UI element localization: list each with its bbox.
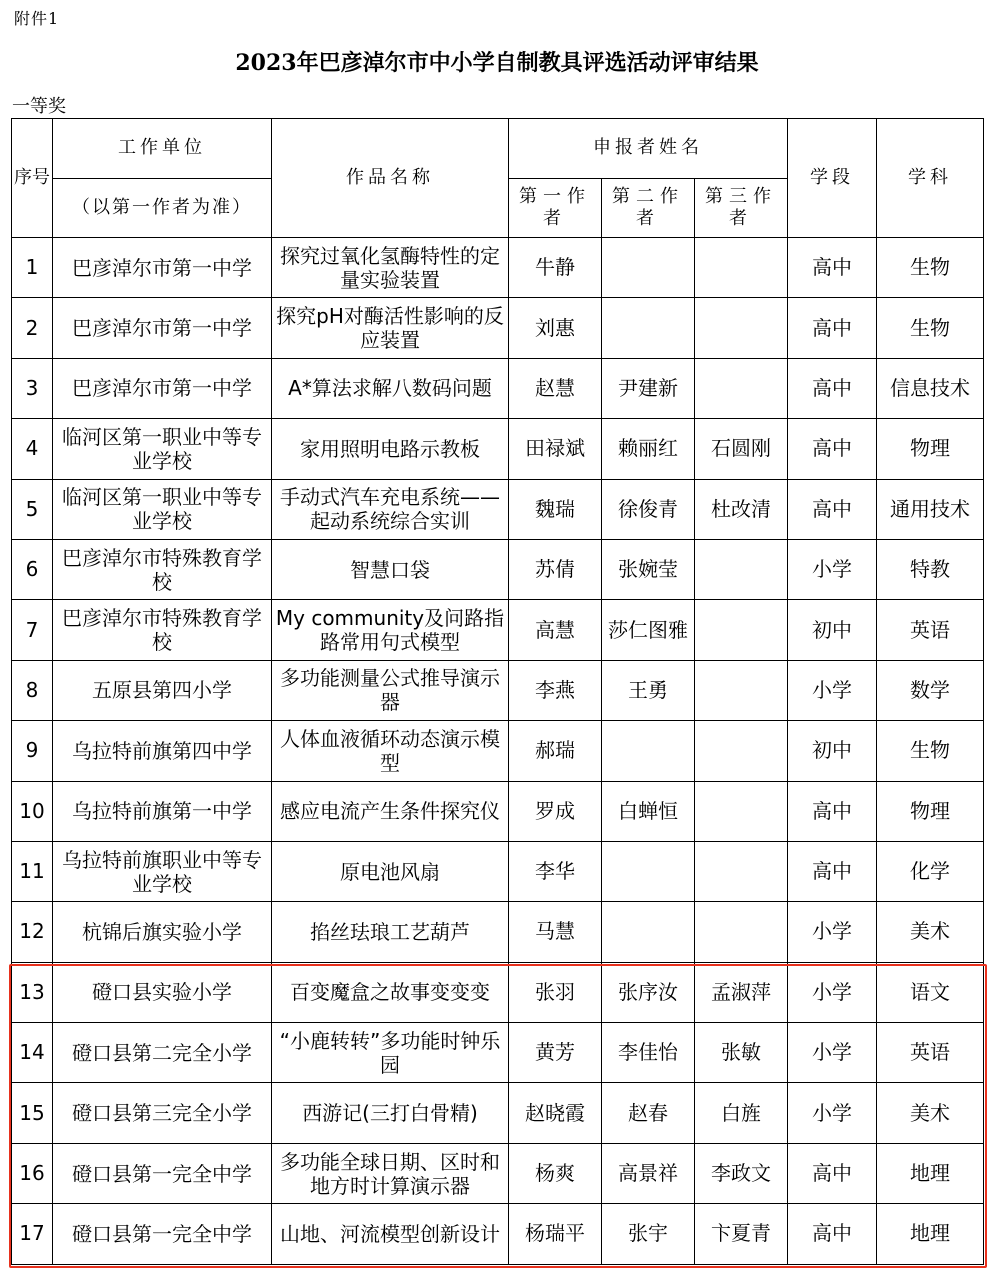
cell-second-author [602,721,695,781]
cell-subject: 美术 [877,902,984,962]
table-row [12,1023,984,1083]
cell-seq: 14 [12,1023,53,1083]
cell-subject: 地理 [877,1204,984,1264]
cell-work: 探究pH对酶活性影响的反应装置 [272,298,509,358]
cell-first-author: 赵慧 [509,358,602,418]
cell-third-author [695,238,788,298]
header-unit: 工作单位 [53,119,272,179]
table-row [12,419,984,479]
header-subject: 学科 [877,119,984,238]
header-first-author: 第一作者 [509,179,602,238]
cell-stage: 高中 [788,1143,877,1203]
cell-subject: 信息技术 [877,358,984,418]
cell-first-author: 高慧 [509,600,602,660]
cell-stage: 高中 [788,781,877,841]
cell-stage: 小学 [788,902,877,962]
cell-second-author: 张序汝 [602,962,695,1022]
cell-work: 多功能测量公式推导演示器 [272,660,509,720]
cell-third-author [695,721,788,781]
cell-first-author: 李华 [509,841,602,901]
cell-subject: 物理 [877,781,984,841]
cell-second-author: 赖丽红 [602,419,695,479]
header-applicants: 申报者姓名 [509,119,788,179]
cell-unit: 磴口县第二完全小学 [53,1023,272,1083]
cell-subject: 生物 [877,238,984,298]
cell-work: 感应电流产生条件探究仪 [272,781,509,841]
page-title: 2023年巴彦淖尔市中小学自制教具评选活动评审结果 [235,50,759,76]
cell-second-author: 尹建新 [602,358,695,418]
cell-third-author: 李政文 [695,1143,788,1203]
cell-first-author: 杨瑞平 [509,1204,602,1264]
cell-stage: 高中 [788,841,877,901]
cell-work: 原电池风扇 [272,841,509,901]
cell-seq: 2 [12,298,53,358]
attachment-label: 附件1 [14,9,60,28]
cell-first-author: 魏瑞 [509,479,602,539]
table-row [12,902,984,962]
cell-work: 百变魔盒之故事变变变 [272,962,509,1022]
cell-second-author: 王勇 [602,660,695,720]
table-row [12,721,984,781]
table-row [12,1143,984,1203]
table-row [12,298,984,358]
results-body [12,238,984,1265]
cell-unit: 临河区第一职业中等专业学校 [53,419,272,479]
table-row [12,781,984,841]
cell-seq: 9 [12,721,53,781]
cell-first-author: 李燕 [509,660,602,720]
cell-subject: 特教 [877,539,984,599]
cell-work: 智慧口袋 [272,539,509,599]
cell-unit: 巴彦淖尔市第一中学 [53,358,272,418]
cell-work: 多功能全球日期、区时和地方时计算演示器 [272,1143,509,1203]
cell-unit: 乌拉特前旗职业中等专业学校 [53,841,272,901]
cell-first-author: 赵晓霞 [509,1083,602,1143]
cell-second-author: 徐俊青 [602,479,695,539]
table-row [12,841,984,901]
cell-work: A*算法求解八数码问题 [272,358,509,418]
cell-unit: 巴彦淖尔市特殊教育学校 [53,600,272,660]
cell-unit: 临河区第一职业中等专业学校 [53,479,272,539]
cell-subject: 生物 [877,298,984,358]
cell-unit: 磴口县第一完全中学 [53,1143,272,1203]
cell-second-author [602,238,695,298]
cell-third-author: 张敏 [695,1023,788,1083]
cell-unit: 杭锦后旗实验小学 [53,902,272,962]
cell-seq: 4 [12,419,53,479]
cell-third-author [695,298,788,358]
table-row [12,962,984,1022]
cell-work: 家用照明电路示教板 [272,419,509,479]
cell-subject: 通用技术 [877,479,984,539]
cell-stage: 高中 [788,298,877,358]
cell-seq: 1 [12,238,53,298]
cell-seq: 5 [12,479,53,539]
cell-seq: 15 [12,1083,53,1143]
cell-second-author [602,841,695,901]
cell-second-author: 张婉莹 [602,539,695,599]
cell-unit: 磴口县第三完全小学 [53,1083,272,1143]
cell-unit: 巴彦淖尔市第一中学 [53,298,272,358]
cell-work: My community及问路指路常用句式模型 [272,600,509,660]
cell-unit: 磴口县第一完全中学 [53,1204,272,1264]
table-row [12,660,984,720]
cell-subject: 语文 [877,962,984,1022]
cell-unit: 乌拉特前旗第四中学 [53,721,272,781]
cell-third-author [695,841,788,901]
cell-first-author: 张羽 [509,962,602,1022]
cell-second-author: 莎仁图雅 [602,600,695,660]
header-unit-note: （以第一作者为准） [53,179,272,238]
cell-stage: 高中 [788,1204,877,1264]
table-row [12,358,984,418]
cell-stage: 高中 [788,238,877,298]
cell-seq: 3 [12,358,53,418]
cell-second-author [602,902,695,962]
award-level-label: 一等奖 [12,96,66,117]
table-row [12,539,984,599]
cell-seq: 12 [12,902,53,962]
cell-unit: 五原县第四小学 [53,660,272,720]
cell-third-author [695,539,788,599]
cell-first-author: 黄芳 [509,1023,602,1083]
table-row [12,600,984,660]
cell-work: “小鹿转转”多功能时钟乐园 [272,1023,509,1083]
cell-seq: 17 [12,1204,53,1264]
cell-second-author: 赵春 [602,1083,695,1143]
header-stage: 学段 [788,119,877,238]
cell-first-author: 苏倩 [509,539,602,599]
table-row [12,1204,984,1264]
cell-second-author: 白蝉恒 [602,781,695,841]
cell-third-author [695,902,788,962]
cell-seq: 7 [12,600,53,660]
cell-stage: 小学 [788,660,877,720]
cell-work: 探究过氧化氢酶特性的定量实验装置 [272,238,509,298]
cell-unit: 乌拉特前旗第一中学 [53,781,272,841]
results-table [11,118,984,1265]
cell-work: 手动式汽车充电系统——起动系统综合实训 [272,479,509,539]
table-row [12,479,984,539]
cell-first-author: 郝瑞 [509,721,602,781]
cell-second-author: 高景祥 [602,1143,695,1203]
cell-stage: 小学 [788,1083,877,1143]
cell-seq: 16 [12,1143,53,1203]
cell-seq: 6 [12,539,53,599]
cell-stage: 高中 [788,479,877,539]
header-second-author: 第二作者 [602,179,695,238]
header-work: 作品名称 [272,119,509,238]
cell-stage: 初中 [788,600,877,660]
cell-work: 山地、河流模型创新设计 [272,1204,509,1264]
cell-work: 掐丝珐琅工艺葫芦 [272,902,509,962]
table-row [12,238,984,298]
cell-unit: 巴彦淖尔市第一中学 [53,238,272,298]
cell-seq: 10 [12,781,53,841]
cell-subject: 物理 [877,419,984,479]
cell-first-author: 马慧 [509,902,602,962]
cell-first-author: 罗成 [509,781,602,841]
cell-subject: 英语 [877,600,984,660]
cell-third-author [695,600,788,660]
header-seq: 序号 [12,119,53,238]
cell-third-author: 石圆刚 [695,419,788,479]
cell-third-author [695,660,788,720]
cell-third-author [695,781,788,841]
cell-third-author: 卞夏青 [695,1204,788,1264]
cell-unit: 磴口县实验小学 [53,962,272,1022]
cell-work: 人体血液循环动态演示模型 [272,721,509,781]
cell-third-author: 杜改清 [695,479,788,539]
cell-second-author: 李佳怡 [602,1023,695,1083]
cell-stage: 小学 [788,539,877,599]
cell-third-author: 孟淑萍 [695,962,788,1022]
cell-third-author [695,358,788,418]
cell-seq: 8 [12,660,53,720]
cell-seq: 13 [12,962,53,1022]
cell-first-author: 刘惠 [509,298,602,358]
cell-stage: 初中 [788,721,877,781]
cell-seq: 11 [12,841,53,901]
cell-first-author: 牛静 [509,238,602,298]
cell-subject: 英语 [877,1023,984,1083]
cell-subject: 化学 [877,841,984,901]
cell-stage: 高中 [788,419,877,479]
table-row [12,1083,984,1143]
cell-first-author: 杨爽 [509,1143,602,1203]
cell-unit: 巴彦淖尔市特殊教育学校 [53,539,272,599]
cell-second-author [602,298,695,358]
cell-subject: 生物 [877,721,984,781]
cell-subject: 美术 [877,1083,984,1143]
cell-subject: 数学 [877,660,984,720]
cell-first-author: 田禄斌 [509,419,602,479]
cell-second-author: 张宇 [602,1204,695,1264]
cell-work: 西游记(三打白骨精) [272,1083,509,1143]
cell-stage: 小学 [788,1023,877,1083]
cell-third-author: 白旌 [695,1083,788,1143]
cell-stage: 小学 [788,962,877,1022]
cell-stage: 高中 [788,358,877,418]
cell-subject: 地理 [877,1143,984,1203]
header-third-author: 第三作者 [695,179,788,238]
